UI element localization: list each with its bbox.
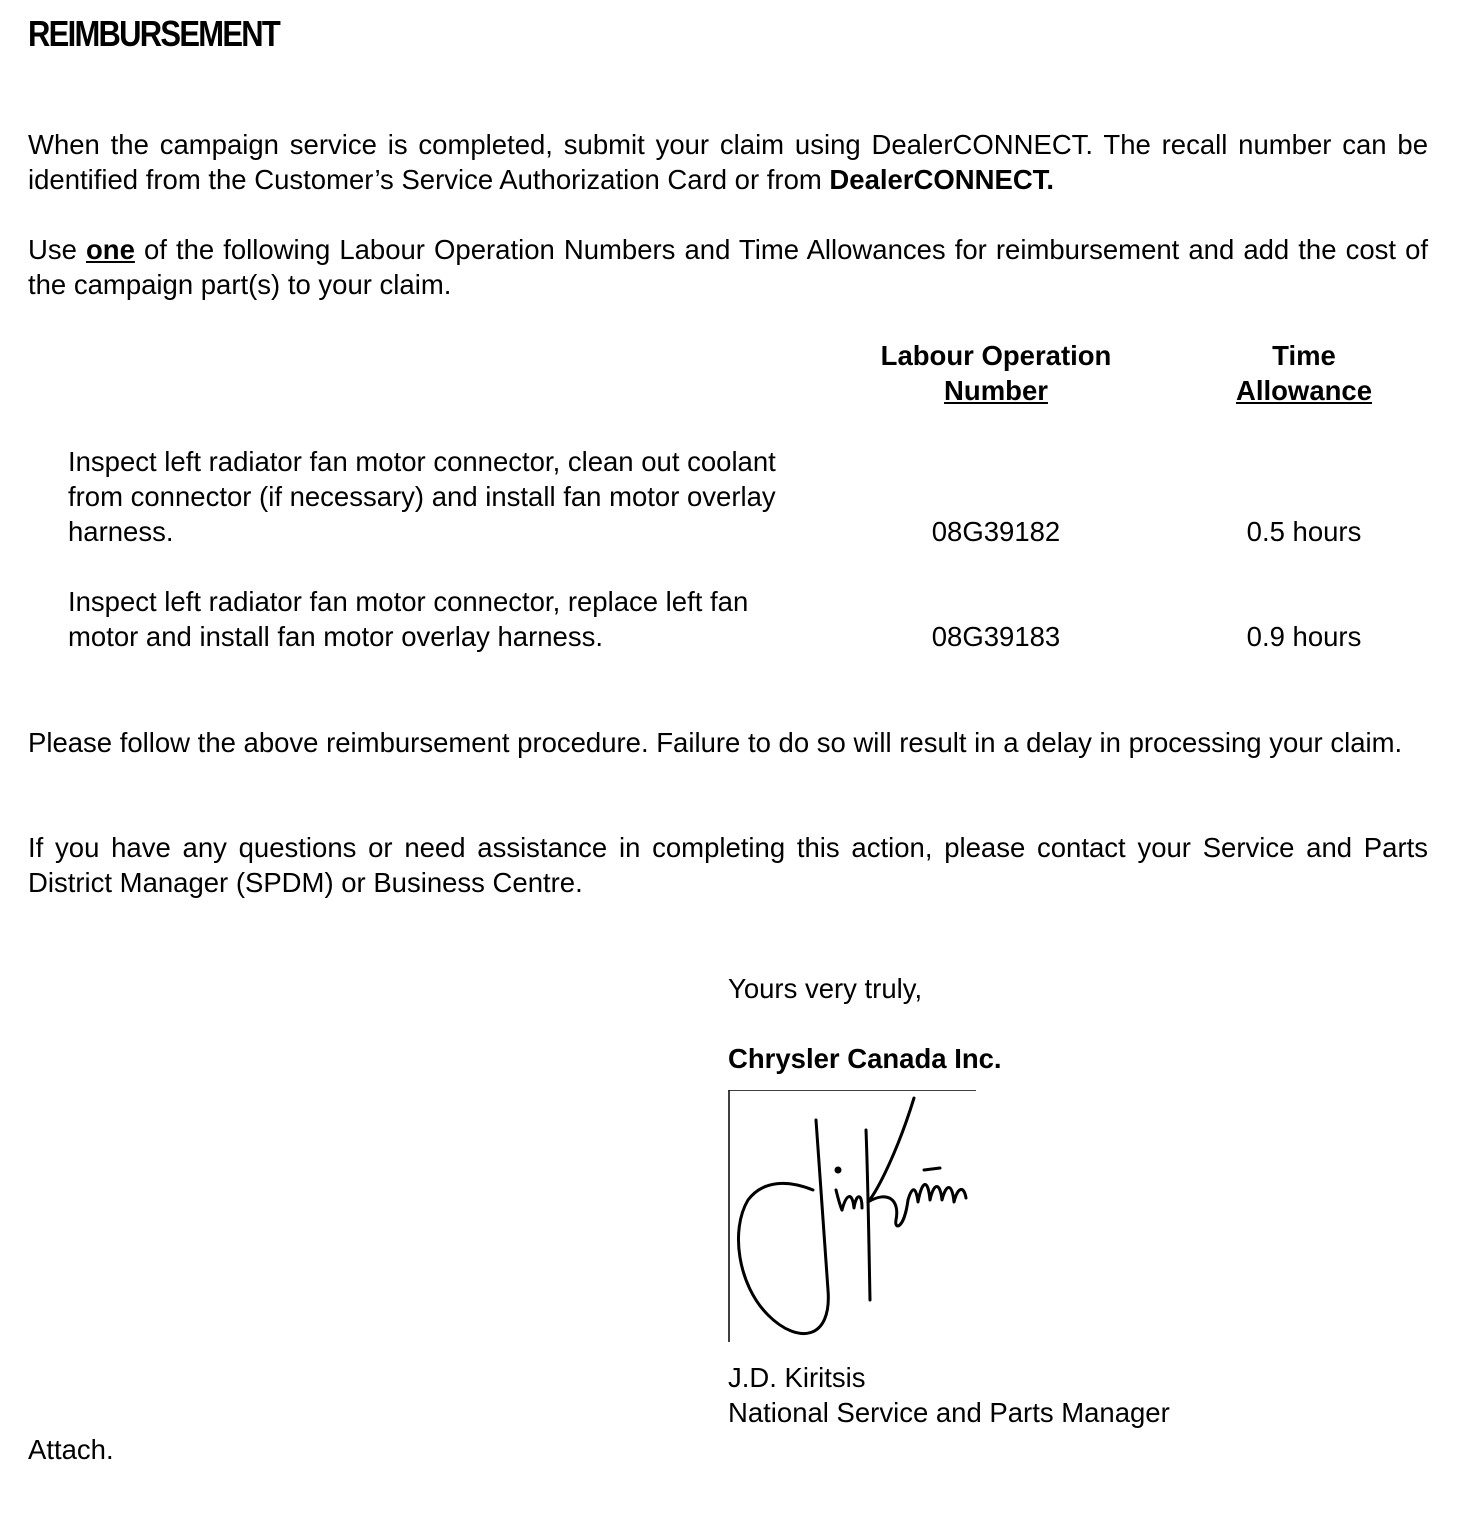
row2-description: Inspect left radiator fan motor connector, replace left fan motor and install fan motor overlay harness. [68, 586, 749, 652]
instruction-emphasis: one [85, 234, 135, 265]
time-allowance-header-line2: Allowance [1235, 375, 1372, 406]
instruction-paragraph [28, 232, 1428, 302]
time-allowance-column-header [1184, 338, 1424, 408]
labour-operation-column-header [846, 338, 1146, 408]
contact-paragraph: If you have any questions or need assistance in completing this action, please contact your Service and Parts District Manager (SPDM) or Business Centre. [28, 832, 1428, 898]
followup-paragraph: Please follow the above reimbursement procedure. Failure to do so will result in a delay in processing your claim. [28, 727, 1403, 758]
row2-operation-number: 08G39183 [931, 621, 1061, 652]
section-heading: REIMBURSEMENT [28, 13, 280, 54]
attachment-note: Attach. [28, 1434, 114, 1465]
time-allowance-header-line1: Time [1272, 340, 1336, 371]
labour-operation-header-line2: Number [944, 375, 1048, 406]
signature-image [728, 1090, 978, 1342]
signer-title: National Service and Parts Manager [728, 1397, 1170, 1428]
labour-operation-header-line1: Labour Operation [880, 340, 1112, 371]
intro-paragraph [28, 127, 1428, 197]
instruction-post: of the following Labour Operation Numbers and Time Allowances for reimbursement and add the cost of the campaign part(s) to your claim. [28, 234, 1429, 300]
signature-graphic [728, 1090, 978, 1342]
intro-bold-text: DealerCONNECT. [829, 164, 1055, 195]
row2-time-allowance: 0.9 hours [1246, 621, 1362, 652]
signer-name: J.D. Kiritsis [728, 1362, 866, 1393]
row1-operation-number: 08G39182 [931, 516, 1061, 547]
instruction-pre: Use [28, 234, 86, 265]
company-name: Chrysler Canada Inc. [728, 1043, 1002, 1074]
row1-description: Inspect left radiator fan motor connector, clean out coolant from connector (if necessary) and install fan motor overlay harness. [68, 446, 776, 547]
row1-time-allowance: 0.5 hours [1246, 516, 1362, 547]
intro-text: When the campaign service is completed, submit your claim using DealerCONNECT. The recall number can be identified from the Customer’s Service Authorization Card or from [28, 129, 1428, 195]
salutation: Yours very truly, [728, 973, 923, 1004]
